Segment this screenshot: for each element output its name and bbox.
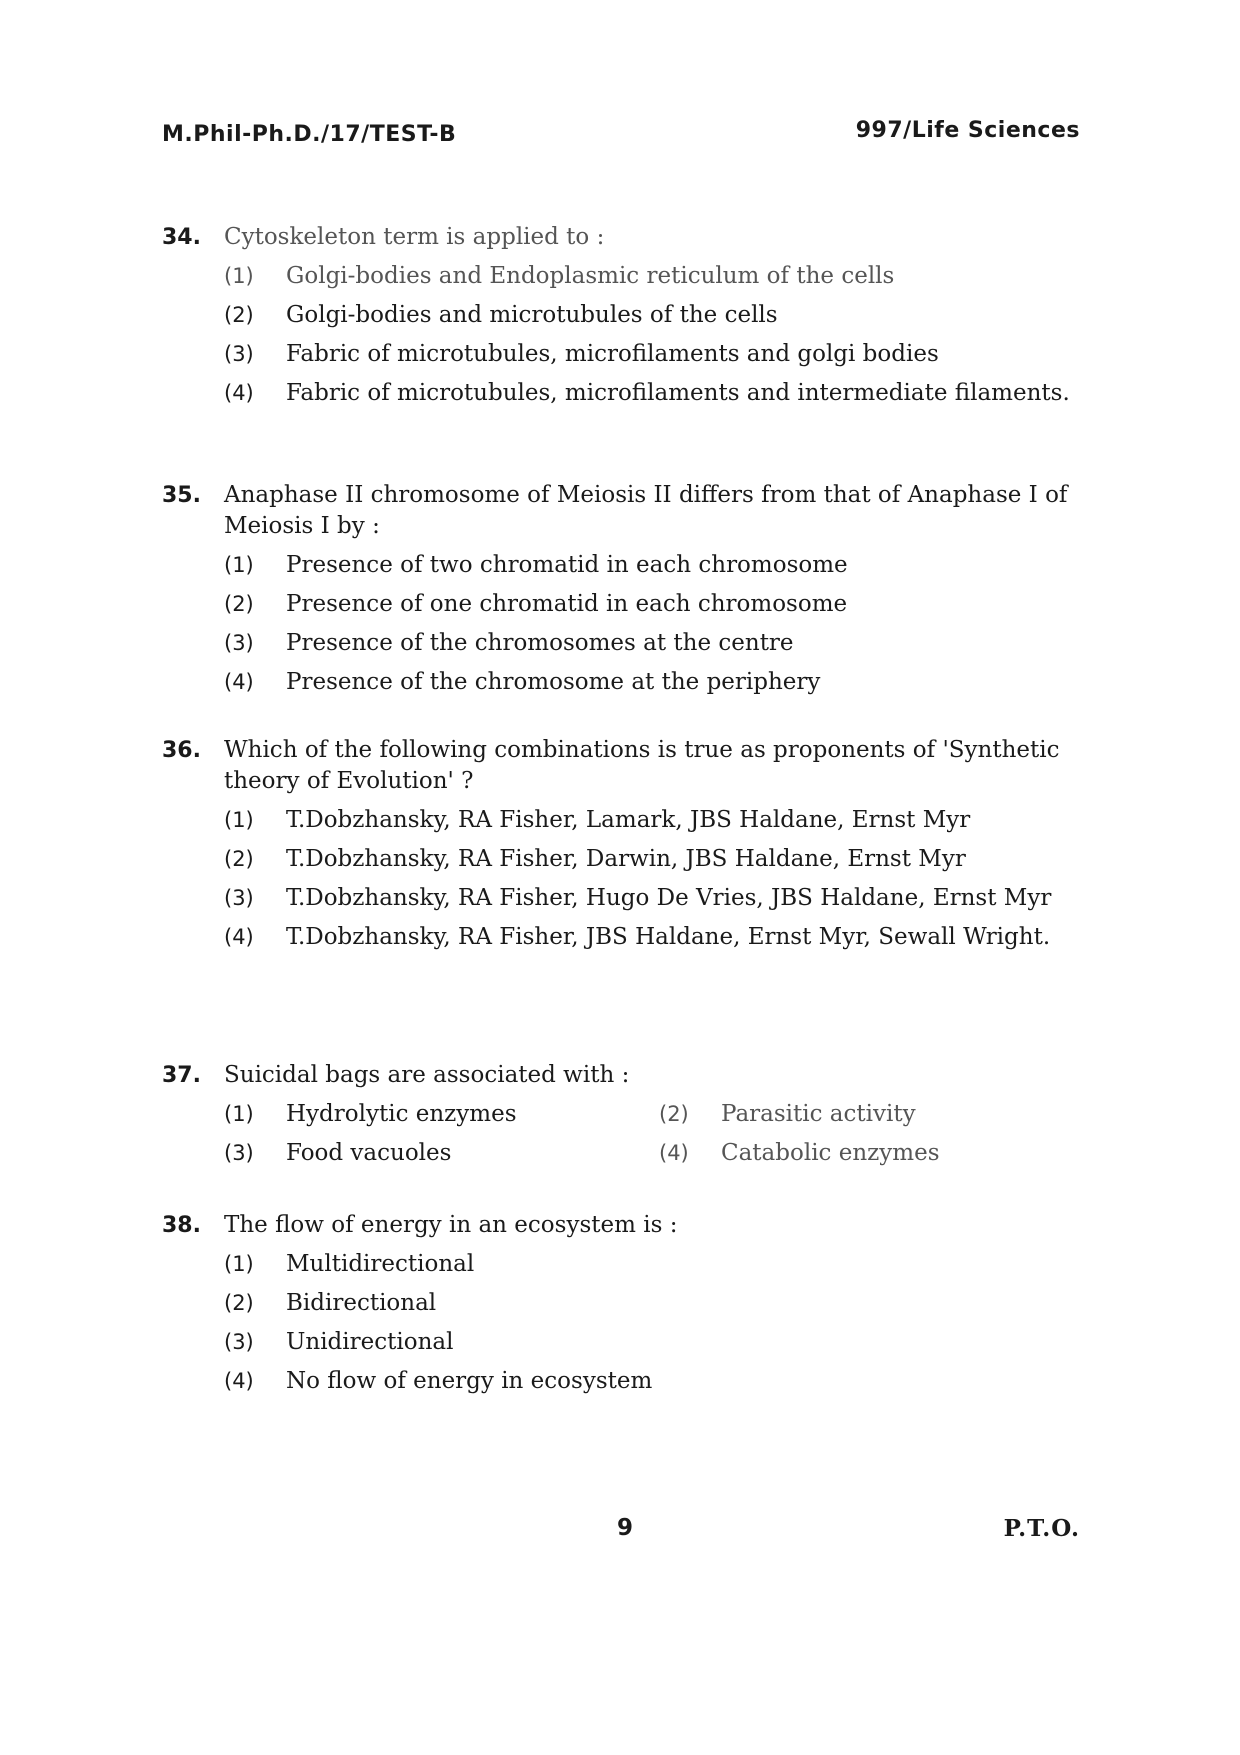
- option-number: (1): [224, 808, 254, 832]
- please-turn-over: P.T.O.: [1003, 1515, 1080, 1542]
- option-number: (3): [224, 342, 254, 366]
- option-number: (4): [224, 1369, 254, 1393]
- page-number: 9: [616, 1515, 633, 1541]
- option: [659, 1099, 1039, 1130]
- question-37: [162, 1060, 1082, 1169]
- question-number: 34.: [162, 225, 201, 250]
- option-text: Fabric of microtubules, microfilaments and intermediate filaments.: [286, 380, 1070, 406]
- option-text: Presence of one chromatid in each chromosome: [286, 591, 848, 617]
- option-text: Presence of the chromosome at the periphery: [286, 669, 821, 695]
- option: [224, 1366, 1082, 1397]
- paper-code: M.Phil-Ph.D./17/TEST-B: [162, 122, 457, 147]
- option: [224, 628, 1082, 659]
- subject-title: 997/Life Sciences: [855, 118, 1080, 143]
- option-number: (2): [224, 847, 254, 871]
- option: [224, 300, 1082, 331]
- option-text: T.Dobzhansky, RA Fisher, JBS Haldane, Ernst Myr, Sewall Wright.: [286, 924, 1051, 950]
- option: [659, 1138, 1039, 1169]
- question-number: 37.: [162, 1063, 201, 1088]
- option-number: (4): [659, 1141, 689, 1165]
- option-number: (3): [224, 1330, 254, 1354]
- option-number: (4): [224, 381, 254, 405]
- page-header: [162, 118, 1080, 162]
- option-number: (2): [659, 1102, 689, 1126]
- option: [224, 261, 1082, 292]
- option-number: (1): [224, 1252, 254, 1276]
- question-36: [162, 735, 1082, 961]
- question-text: The flow of energy in an ecosystem is :: [224, 1212, 678, 1238]
- option: [224, 922, 1082, 953]
- question-number: 35.: [162, 483, 201, 508]
- option: [224, 1249, 1082, 1280]
- option-text: Golgi-bodies and microtubules of the cells: [286, 302, 778, 328]
- option-number: (4): [224, 925, 254, 949]
- option: [224, 589, 1082, 620]
- option-number: (1): [224, 553, 254, 577]
- option-number: (1): [224, 264, 254, 288]
- question-text: Which of the following combinations is true as proponents of 'Synthetic theory of Evolution' ?: [224, 737, 1060, 794]
- option-text: T.Dobzhansky, RA Fisher, Lamark, JBS Haldane, Ernst Myr: [286, 807, 971, 833]
- option: [224, 844, 1082, 875]
- option-text: Parasitic activity: [721, 1101, 916, 1127]
- option-text: Fabric of microtubules, microfilaments and golgi bodies: [286, 341, 939, 367]
- option-text: T.Dobzhansky, RA Fisher, Darwin, JBS Haldane, Ernst Myr: [286, 846, 966, 872]
- option-number: (3): [224, 631, 254, 655]
- question-35: [162, 480, 1082, 706]
- option-text: Food vacuoles: [286, 1140, 452, 1166]
- question-number: 38.: [162, 1213, 201, 1238]
- option: [224, 378, 1082, 409]
- option-text: Presence of the chromosomes at the centre: [286, 630, 794, 656]
- option-number: (2): [224, 303, 254, 327]
- option-text: Unidirectional: [286, 1329, 454, 1355]
- option: [224, 1138, 659, 1169]
- option: [224, 667, 1082, 698]
- option-number: (3): [224, 1141, 254, 1165]
- option-number: (2): [224, 1291, 254, 1315]
- option-number: (4): [224, 670, 254, 694]
- option: [224, 805, 1082, 836]
- option-text: Hydrolytic enzymes: [286, 1101, 517, 1127]
- question-38: [162, 1210, 1082, 1405]
- option-text: Golgi-bodies and Endoplasmic reticulum of the cells: [286, 263, 895, 289]
- question-34: [162, 222, 1082, 417]
- option-number: (1): [224, 1102, 254, 1126]
- option-text: Multidirectional: [286, 1251, 475, 1277]
- option-text: Bidirectional: [286, 1290, 437, 1316]
- option-number: (2): [224, 592, 254, 616]
- option-text: Presence of two chromatid in each chromosome: [286, 552, 848, 578]
- option-text: No flow of energy in ecosystem: [286, 1368, 653, 1394]
- option: [224, 339, 1082, 370]
- option: [224, 883, 1082, 914]
- option-text: Catabolic enzymes: [721, 1140, 940, 1166]
- option-number: (3): [224, 886, 254, 910]
- question-text: Cytoskeleton term is applied to :: [224, 224, 605, 250]
- option-text: T.Dobzhansky, RA Fisher, Hugo De Vries, JBS Haldane, Ernst Myr: [286, 885, 1052, 911]
- question-number: 36.: [162, 738, 201, 763]
- option: [224, 1099, 659, 1130]
- option: [224, 1288, 1082, 1319]
- option: [224, 1327, 1082, 1358]
- question-text: Suicidal bags are associated with :: [224, 1062, 630, 1088]
- option: [224, 550, 1082, 581]
- question-text: Anaphase II chromosome of Meiosis II differs from that of Anaphase I of Meiosis I by :: [224, 482, 1068, 539]
